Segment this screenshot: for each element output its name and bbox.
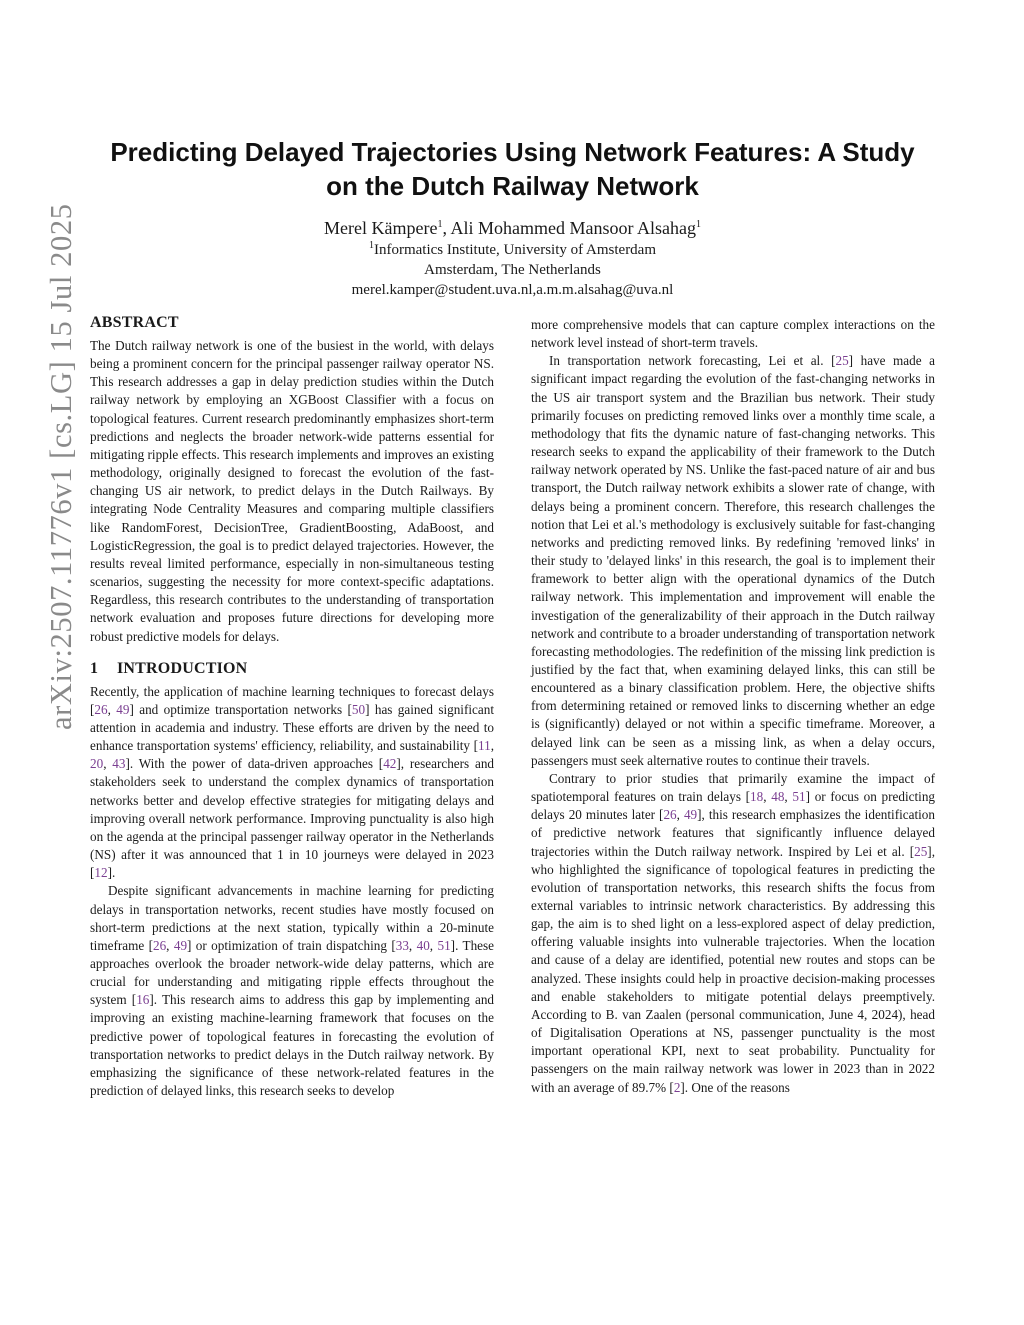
text-run: ] has gained significant attention in academia and industry. These efforts are driven by the need to enhance transportation systems' efficiency, reliability, and sustainability [ — [90, 701, 494, 754]
text-run: Contrary to prior studies that primarily examine the impact of spatiotemporal features on train delays [ — [531, 770, 935, 805]
paper-title — [60, 135, 965, 203]
citation-link[interactable]: 11 — [478, 738, 491, 754]
citation-link[interactable]: 43 — [112, 756, 126, 772]
section-heading-introduction — [90, 659, 494, 679]
text-run: , — [103, 756, 113, 772]
citation-link[interactable]: 18 — [750, 789, 764, 805]
text-run: ], this research emphasizes the identification of predictive network features that significantly influence delayed trajectories within the Dutch railway network. Inspired by Lei et al. [ — [531, 807, 935, 859]
citation-link[interactable]: 48 — [771, 789, 785, 805]
text-run: , — [763, 789, 772, 805]
affiliation-location: Amsterdam, The Netherlands — [424, 262, 601, 278]
text-run: , — [490, 738, 494, 754]
text-run: ]. With the power of data-driven approaches [ — [125, 756, 384, 772]
arxiv-identifier: arXiv:2507.11776v1 [cs.LG] 15 Jul 2025 — [44, 203, 78, 730]
citation-link[interactable]: 49 — [683, 807, 698, 823]
citation-link[interactable]: 16 — [136, 992, 150, 1008]
author-list: Merel Kämpere$^1$, Ali Mohammed Mansoor Alsahag$^1$ — [324, 218, 701, 238]
affiliation-marker: 1 — [437, 219, 443, 230]
text-run: , — [784, 789, 793, 805]
citation-link[interactable]: 51 — [792, 789, 806, 805]
affiliation-marker: 1 — [695, 219, 701, 230]
affiliation — [60, 240, 965, 260]
author-name: Ali Mohammed Mansoor Alsahag — [450, 218, 696, 238]
text-run: Recently, the application of machine learning techniques to forecast delays [ — [90, 683, 494, 717]
text-run: ], who highlighted the significance of topological features in predicting the evolution of transportation networks, this research shifts the focus from external variables to intrinsic network characteristics. By addressing this gap, the aim is to shed light on a less-explored aspect of delay prediction, offering valuable insights into vulnerable trajectories. When the location and cause of a delay are identified, potential new routes and stops can be analyzed. These insights could help in proactive decision-making processes and enable stakeholders to mitigate potential delays preemptively. According to B. van Zaalen (personal communication, June 4, 2024), head of Digitalisation Operations at NS, passenger punctuality is the most important operational KPI, next to seat probability. Punctuality for passengers on the main railway network was lower in 2023 than in 2022 with an average of 89.7% [ — [531, 843, 935, 1095]
citation-link[interactable]: 25 — [914, 843, 928, 859]
citation-link[interactable]: 50 — [351, 701, 366, 717]
intro-paragraph-2-continued: more comprehensive models that can capture complex interactions on the network level instead of short-term travels. — [531, 317, 935, 351]
citation-link[interactable]: 49 — [173, 937, 188, 953]
affiliation-name: Informatics Institute, University of Amsterdam — [373, 242, 657, 258]
title-line-1: Predicting Delayed Trajectories Using Network Features: A Study — [110, 137, 915, 167]
citation-link[interactable]: 25 — [835, 353, 849, 369]
text-run: ]. This research aims to address this gap by implementing and improving an existing machine-learning framework that focuses on the predictive power of topological features in forecasting the evolution of transportation networks to predict delays in the Dutch railway network. By emphasizing the significance of these network-related features in the prediction of delayed links, this research seeks to develop — [90, 992, 495, 1099]
text-run: ], researchers and stakeholders seek to understand the complex dynamics of transportation networks better and develop effective strategies for mitigating delays and improving overall network performance. Improving punctuality is also high on the agenda at the principal passenger railway operator in the Netherlands (NS) after it was announced that 1 in 10 journeys were delayed in 2023 [ — [90, 756, 495, 881]
text-run: ] or focus on predicting delays 20 minutes later [ — [531, 789, 936, 823]
section-title: INTRODUCTION — [117, 659, 248, 677]
citation-link[interactable]: 42 — [383, 756, 397, 772]
abstract-heading: ABSTRACT — [90, 314, 179, 331]
intro-paragraph-4 — [531, 770, 935, 1097]
intro-paragraph-2 — [90, 882, 494, 1100]
author-email: merel.kamper@student.uva.nl,a.m.m.alsahag@uva.nl — [351, 282, 674, 298]
text-run: ]. One of the reasons — [680, 1079, 790, 1095]
citation-link[interactable]: 26 — [152, 937, 167, 953]
citation-link[interactable]: 26 — [94, 701, 108, 717]
author-name: Merel Kämpere — [324, 218, 438, 238]
text-run: ] have made a significant impact regarding the evolution of the fast-changing networks in the US air transport system and the Brazilian bus network. Their study primarily focuses on predicting removed links over a monthly time scale, a methodology that fits the dynamic nature of fast-changing networks. This research seeks to expand the applicability of their framework to the Dutch railway network operated by NS. Unlike the fast-paced nature of air and bus transport, the Dutch railway network exhibits a slower rate of change, with delays being a prominent concern. Therefore, this research challenges the notion that Lei et al.'s methodology is exclusively suitable for fast-changing networks and predicting removed links. By redefining 'removed links' in their study to 'delayed links' in this research, the goal is to implement their framework to better align with the operational dynamics of the Dutch railway network. This implementation and improvement will enable the investigation of the generalizability of their approach in the Dutch railway network and contribute to a broader understanding of transportation network forecasting methodologies. The redefinition of the missing link prediction is justified by the fact that, when examining delayed links, this can still be encountered as a binary classification problem. Here, the objective shifts from determining retained or removed links to discerning whether an edge is (significantly) delayed or not within a specific timeframe. Moreover, a delayed link can be seen as a missing link, as when a delay occurs, passengers must seek alternative routes to continue their travels. — [531, 353, 935, 768]
intro-paragraph-1 — [90, 683, 494, 883]
text-run: , — [107, 701, 117, 717]
citation-link[interactable]: 2 — [673, 1079, 681, 1095]
text-run: ]. These approaches overlook the broader network-wide delay patterns, which are crucial for understanding and mitigating ripple effects throughout the system [ — [90, 937, 494, 1008]
text-run: ]. — [107, 865, 116, 881]
section-number: 1 — [90, 659, 99, 677]
title-line-2: on the Dutch Railway Network — [326, 171, 699, 201]
citation-link[interactable]: 26 — [663, 807, 677, 823]
left-column — [90, 313, 494, 1100]
citation-link[interactable]: 12 — [94, 865, 108, 881]
intro-paragraph-3 — [531, 352, 935, 770]
text-run: , — [429, 937, 438, 953]
citation-link[interactable]: 51 — [437, 937, 451, 953]
text-run: ] and optimize transportation networks [ — [129, 701, 352, 717]
author-block — [60, 216, 965, 300]
text-run: ] or optimization of train dispatching [ — [187, 937, 396, 953]
text-run: , — [166, 937, 174, 953]
abstract-text: The Dutch railway network is one of the busiest in the world, with delays being a prominent concern for the principal passenger railway operator NS. This research addresses a gap in delay prediction studies within the Dutch railway network by employing an XGBoost Classifier with a focus on topological features. Current research predominantly emphasizes short-term predictions and neglects the broader network-wide patterns essential for mitigating ripple effects. This research implements and improves an existing methodology, originally designed to forecast the evolution of the fast-changing US air network, to predict delays in the Dutch Railways. By integrating Node Centrality Measures and comparing multiple classifiers like RandomForest, DecisionTree, GradientBoosting, AdaBoost, and LogisticRegression, the goal is to predict delayed trajectories. However, the results reveal limited performance, especially in non-simultaneous testing scenarios, suggesting the necessity for more context-specific adaptations. Regardless, this research contributes to the understanding of transportation network evaluation and proposes future directions for developing more robust predictive models for delays. — [90, 338, 494, 644]
citation-link[interactable]: 33 — [395, 937, 409, 953]
affiliation-marker: 1 — [368, 240, 374, 251]
citation-link[interactable]: 40 — [416, 937, 430, 953]
text-run: , — [676, 807, 684, 823]
citation-link[interactable]: 49 — [116, 701, 130, 717]
right-column — [531, 316, 935, 1097]
text-run: In transportation network forecasting, Lei et al. [ — [549, 353, 836, 369]
citation-link[interactable]: 20 — [90, 756, 104, 772]
text-run: Despite significant advancements in machine learning for predicting delays in transportation networks, recent studies have mostly focused on short-term predictions at the next station, typically within a 20-minute timeframe [ — [90, 883, 494, 953]
text-run: , — [408, 937, 417, 953]
